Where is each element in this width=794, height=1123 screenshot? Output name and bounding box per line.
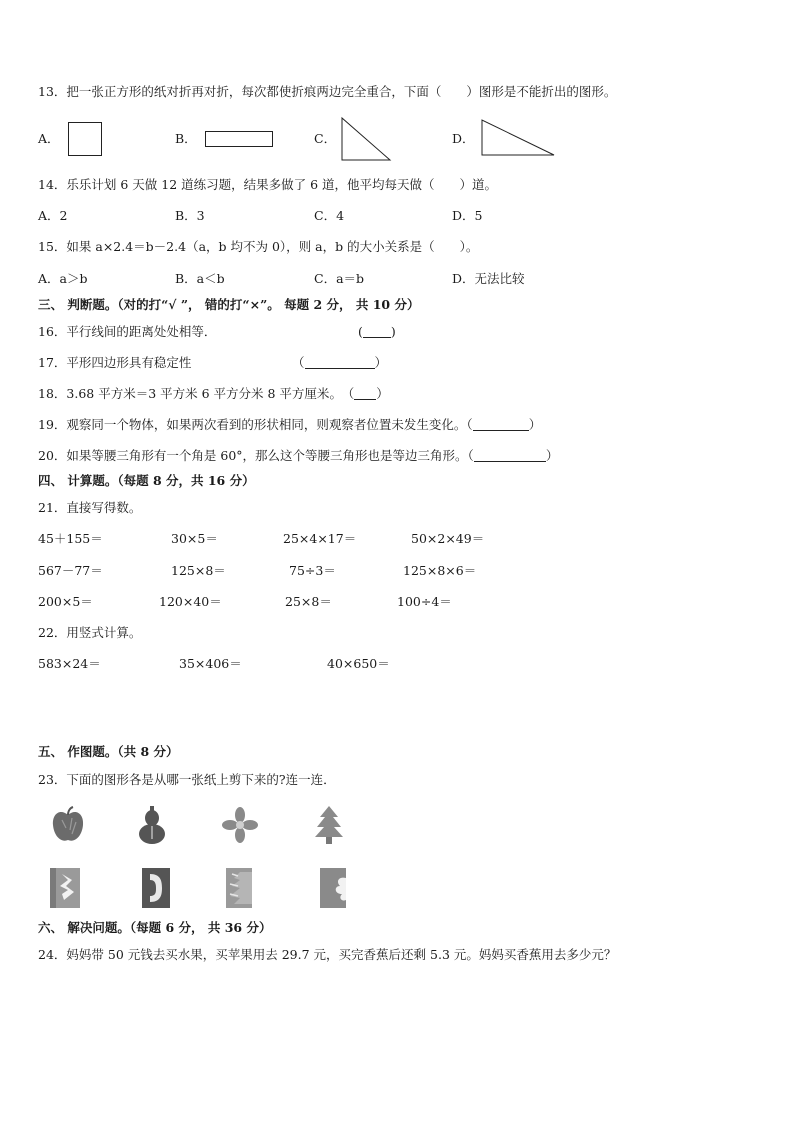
calc-item: 25×4×17＝ — [283, 531, 357, 546]
folded-paper-c[interactable] — [224, 866, 254, 910]
calc-item: 100÷4＝ — [397, 594, 452, 609]
q14-option-d: D．5 — [452, 208, 483, 223]
tree-icon[interactable] — [314, 805, 344, 845]
question-17 — [38, 355, 191, 371]
section-3-heading: 三、 判断题。（对的打“√ ”， 错的打“×”。 每题 2 分， 共 10 分） — [38, 297, 420, 312]
square-figure — [68, 122, 102, 156]
q13-option-c-label: C． — [314, 131, 337, 146]
calc-item: 45＋155＝ — [38, 531, 103, 546]
q14-option-c: C．4 — [314, 208, 345, 223]
calc-item: 120×40＝ — [159, 594, 222, 609]
q13-option-b-label: B． — [175, 131, 197, 146]
q15-option-d: D．无法比较 — [452, 271, 525, 286]
q13-option-d-label: D． — [452, 131, 475, 146]
section-4-heading: 四、 计算题。（每题 8 分，共 16 分） — [38, 473, 255, 488]
question-16 — [38, 324, 216, 340]
calc-item: 567－77＝ — [38, 563, 103, 578]
q18-answer-blank[interactable]: （ ） — [347, 386, 389, 401]
q16-text: 16．平行线间的距离处处相等． — [38, 324, 217, 339]
question-22-stem: 22．用竖式计算。 — [38, 625, 142, 640]
q14-option-a: A．2 — [38, 208, 68, 223]
q20-answer-blank[interactable]: （ ） — [467, 448, 559, 463]
question-20 — [38, 448, 558, 464]
folded-paper-b[interactable] — [140, 866, 172, 910]
flower-icon[interactable] — [221, 806, 259, 844]
vertical-calc-item: 40×650＝ — [327, 656, 390, 671]
calc-item: 30×5＝ — [171, 531, 218, 546]
q17-text: 17．平形四边形具有稳定性 — [38, 355, 192, 370]
right-isosceles-triangle-figure — [340, 116, 392, 162]
calc-item: 25×8＝ — [285, 594, 332, 609]
calc-item: 75÷3＝ — [289, 563, 336, 578]
rectangle-figure — [205, 131, 273, 147]
question-19 — [38, 417, 541, 433]
q15-option-c: C．a＝b — [314, 271, 365, 286]
question-23-stem: 23．下面的图形各是从哪一张纸上剪下来的?连一连． — [38, 772, 336, 787]
question-24-stem: 24．妈妈带 50 元钱去买水果，买苹果用去 29.7 元，买完香蕉后还剩 5.3 元。妈妈买香蕉用去多少元？ — [38, 947, 617, 962]
q18-text: 18．3.68 平方米＝3 平方米 6 平方分米 8 平方厘米。 — [38, 386, 342, 401]
vertical-calc-item: 35×406＝ — [179, 656, 242, 671]
q16-answer-blank[interactable]: ( ) — [358, 324, 396, 339]
question-18 — [38, 386, 389, 402]
right-scalene-triangle-figure — [480, 118, 556, 158]
question-13-stem: 13．把一张正方形的纸对折再对折，每次都使折痕两边完全重合，下面（ ）图形是不能折出的图形。 — [38, 84, 617, 99]
section-6-heading: 六、 解决问题。（每题 6 分， 共 36 分） — [38, 920, 272, 935]
gourd-icon[interactable] — [136, 805, 168, 845]
q13-option-a-label: A． — [38, 131, 60, 146]
q20-text: 20．如果等腰三角形有一个角是 60°，那么这个等腰三角形也是等边三角形。 — [38, 448, 468, 463]
calc-item: 50×2×49＝ — [411, 531, 485, 546]
question-14-stem: 14．乐乐计划 6 天做 12 道练习题，结果多做了 6 道，他平均每天做（ ）道。 — [38, 177, 498, 192]
q15-option-a: A．a＞b — [38, 271, 88, 286]
question-15-stem: 15．如果 a×2.4＝b－2.4（a，b 均不为 0），则 a，b 的大小关系是（ ）。 — [38, 239, 479, 254]
q15-option-b: B．a＜b — [175, 271, 225, 286]
q19-answer-blank[interactable]: （ ） — [466, 417, 542, 432]
q19-text: 19．观察同一个物体，如果两次看到的形状相同，则观察者位置未发生变化。 — [38, 417, 467, 432]
question-21-stem: 21．直接写得数。 — [38, 500, 142, 515]
apple-icon[interactable] — [50, 806, 86, 844]
folded-paper-a[interactable] — [48, 866, 82, 910]
calc-item: 125×8×6＝ — [403, 563, 477, 578]
q14-option-b: B．3 — [175, 208, 205, 223]
calc-item: 125×8＝ — [171, 563, 226, 578]
vertical-calc-item: 583×24＝ — [38, 656, 101, 671]
q17-answer-blank[interactable]: （ ） — [292, 355, 388, 370]
section-5-heading: 五、 作图题。（共 8 分） — [38, 744, 179, 759]
calc-item: 200×5＝ — [38, 594, 93, 609]
folded-paper-d[interactable] — [318, 866, 348, 910]
